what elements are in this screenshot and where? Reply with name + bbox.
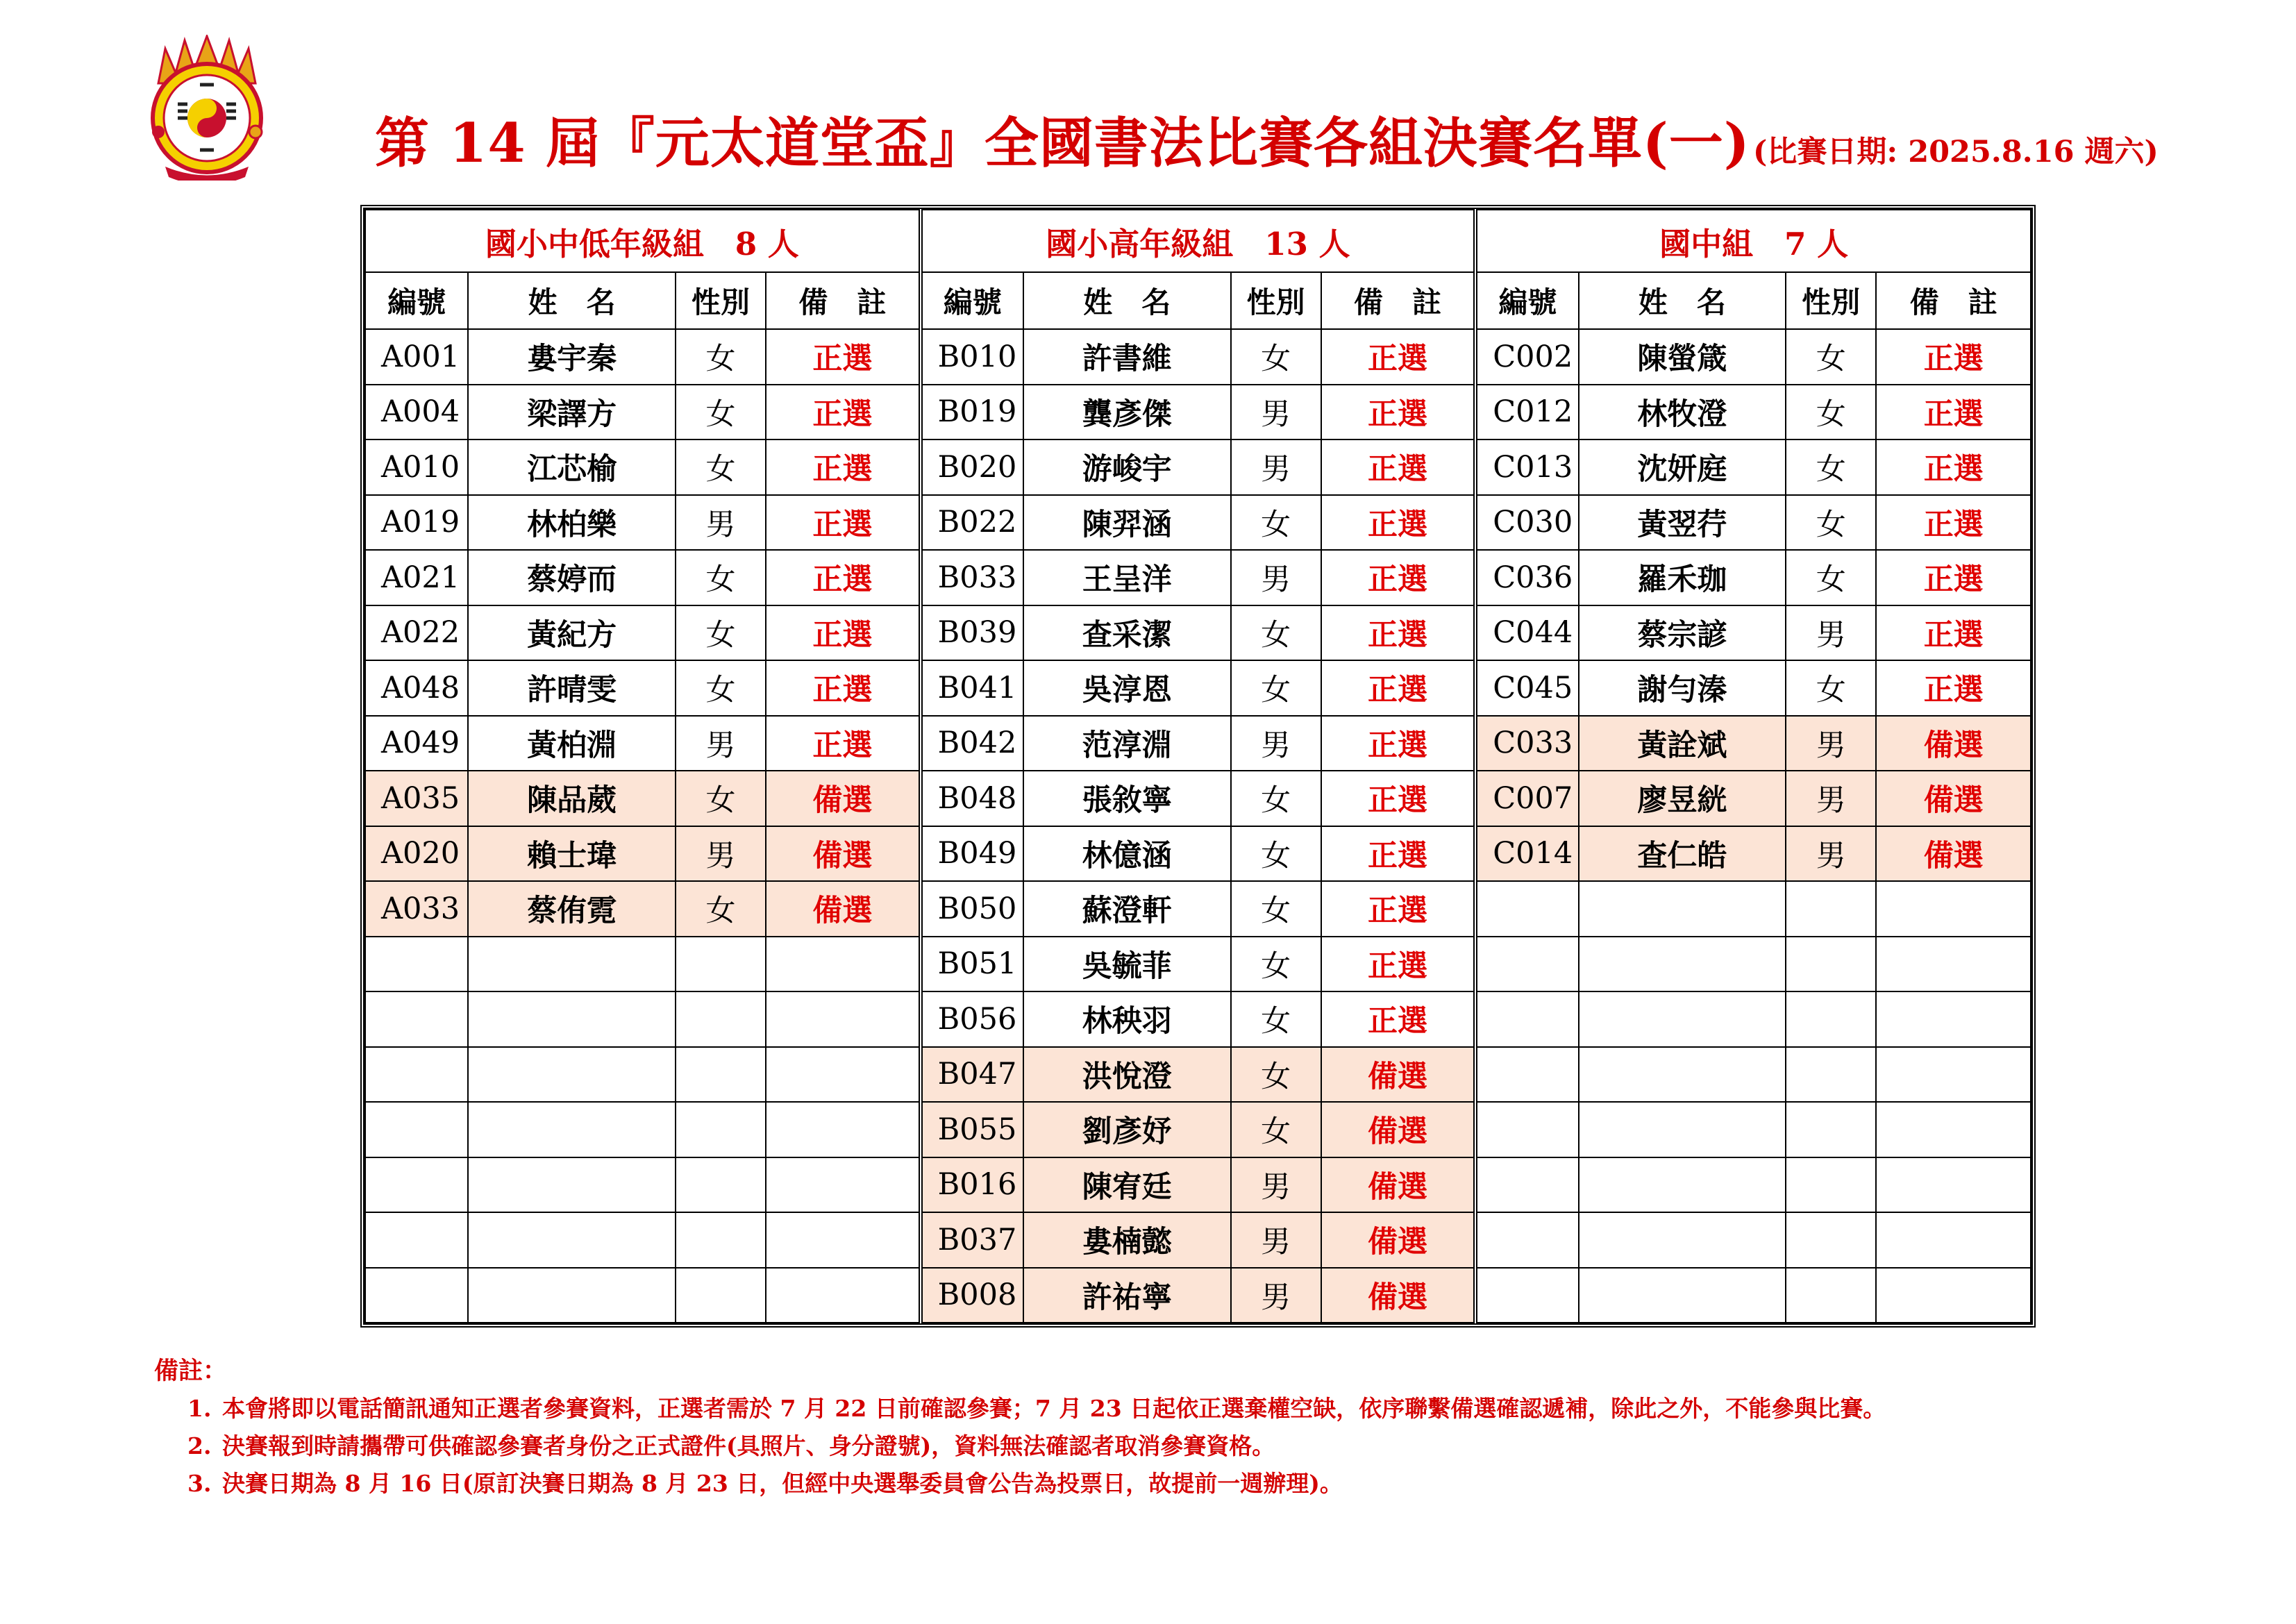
entry-gender: 女	[1231, 826, 1321, 882]
entry-code: C012	[1475, 385, 1578, 440]
note-text: 決賽日期為 8 月 16 日(原訂決賽日期為 8 月 23 日，但經中央選舉委員會公告為投票日，故提前一週辦理)。	[222, 1470, 1343, 1497]
entry-gender: 女	[1231, 991, 1321, 1047]
empty-cell	[1579, 1268, 1786, 1323]
entry-status: 備選	[766, 771, 920, 826]
entry-code: B016	[921, 1157, 1023, 1213]
entry-name: 廖昱絖	[1579, 771, 1786, 826]
entry-name: 蔡宗諺	[1579, 605, 1786, 661]
notes-heading: 備註：	[154, 1357, 228, 1385]
entry-code: A004	[365, 385, 468, 440]
entry-name: 林柏樂	[468, 495, 676, 551]
entry-status: 正選	[1321, 826, 1475, 882]
entry-status: 正選	[1321, 660, 1475, 716]
entry-gender: 男	[1786, 826, 1876, 882]
empty-cell	[1786, 881, 1876, 937]
entry-code: A020	[365, 826, 468, 882]
empty-cell	[1876, 1157, 2031, 1213]
entry-gender: 女	[1231, 1047, 1321, 1103]
entry-status: 正選	[766, 550, 920, 605]
empty-cell	[1876, 1268, 2031, 1323]
empty-cell	[766, 991, 920, 1047]
note-number: 3.	[187, 1470, 212, 1497]
entry-gender: 女	[1786, 440, 1876, 495]
empty-cell	[1579, 1047, 1786, 1103]
note-text: 決賽報到時請攜帶可供確認參賽者身份之正式證件(具照片、身分證號)，資料無法確認者取消參賽資格。	[222, 1432, 1275, 1459]
empty-cell	[468, 991, 676, 1047]
entry-name: 許祐寧	[1023, 1268, 1231, 1323]
entry-code: A021	[365, 550, 468, 605]
empty-cell	[1786, 1157, 1876, 1213]
column-header: 性別	[1231, 272, 1321, 329]
entry-status: 正選	[1321, 991, 1475, 1047]
entry-gender: 男	[1786, 716, 1876, 771]
entry-status: 正選	[1321, 495, 1475, 551]
empty-cell	[1475, 1268, 1578, 1323]
empty-cell	[468, 1047, 676, 1103]
entry-code: B020	[921, 440, 1023, 495]
table-row	[365, 1102, 2031, 1157]
entry-status: 備選	[1876, 716, 2031, 771]
empty-cell	[365, 1268, 468, 1323]
entry-code: B050	[921, 881, 1023, 937]
entry-gender: 女	[1786, 385, 1876, 440]
entry-gender: 女	[676, 440, 766, 495]
entry-name: 查采潔	[1023, 605, 1231, 661]
empty-cell	[1786, 1047, 1876, 1103]
entry-gender: 女	[676, 550, 766, 605]
empty-cell	[1579, 881, 1786, 937]
entry-gender: 男	[1231, 1268, 1321, 1323]
empty-cell	[676, 1157, 766, 1213]
entry-code: A019	[365, 495, 468, 551]
entry-code: C007	[1475, 771, 1578, 826]
entry-code: A010	[365, 440, 468, 495]
entry-name: 張敘寧	[1023, 771, 1231, 826]
table-row	[365, 329, 2031, 385]
empty-cell	[1579, 1157, 1786, 1213]
entry-gender: 男	[1231, 440, 1321, 495]
entry-name: 吳淳恩	[1023, 660, 1231, 716]
entry-code: A048	[365, 660, 468, 716]
entry-code: A022	[365, 605, 468, 661]
entry-code: B049	[921, 826, 1023, 882]
entry-name: 蘇澄軒	[1023, 881, 1231, 937]
entry-gender: 女	[676, 329, 766, 385]
table-row	[365, 550, 2031, 605]
entry-name: 林億涵	[1023, 826, 1231, 882]
empty-cell	[468, 937, 676, 992]
entry-gender: 女	[1786, 495, 1876, 551]
entry-status: 正選	[1876, 605, 2031, 661]
entry-name: 范淳淵	[1023, 716, 1231, 771]
note-number: 1.	[187, 1395, 212, 1422]
group-heading-upper-elementary: 國小高年級組 13 人	[921, 210, 1476, 272]
entry-status: 正選	[766, 385, 920, 440]
note-item	[154, 1465, 2279, 1502]
entry-gender: 女	[1231, 1102, 1321, 1157]
entry-status: 正選	[1321, 881, 1475, 937]
finalist-table	[360, 205, 2036, 1328]
empty-cell	[365, 937, 468, 992]
entry-gender: 女	[1786, 660, 1876, 716]
column-header: 編號	[921, 272, 1023, 329]
empty-cell	[1876, 991, 2031, 1047]
empty-cell	[766, 1212, 920, 1268]
empty-cell	[1579, 1102, 1786, 1157]
entry-gender: 女	[1786, 550, 1876, 605]
empty-cell	[365, 991, 468, 1047]
entry-gender: 女	[1231, 329, 1321, 385]
table-row	[365, 605, 2031, 661]
entry-code: A001	[365, 329, 468, 385]
entry-gender: 女	[1231, 937, 1321, 992]
column-header: 備 註	[1876, 272, 2031, 329]
entry-name: 黃詮斌	[1579, 716, 1786, 771]
entry-gender: 女	[676, 385, 766, 440]
table-row	[365, 1212, 2031, 1268]
empty-cell	[468, 1212, 676, 1268]
entry-gender: 男	[676, 716, 766, 771]
competition-date: (比賽日期: 2025.8.16 週六)	[1753, 135, 2159, 169]
empty-cell	[1786, 937, 1876, 992]
entry-status: 正選	[1321, 385, 1475, 440]
entry-gender: 女	[676, 605, 766, 661]
entry-status: 備選	[1321, 1212, 1475, 1268]
table-row	[365, 716, 2031, 771]
entry-gender: 女	[1231, 771, 1321, 826]
empty-cell	[1876, 1102, 2031, 1157]
empty-cell	[676, 1102, 766, 1157]
entry-status: 正選	[1321, 605, 1475, 661]
entry-name: 賴士瑋	[468, 826, 676, 882]
entry-name: 謝勻溱	[1579, 660, 1786, 716]
entry-name: 王呈洋	[1023, 550, 1231, 605]
table-row	[365, 1268, 2031, 1323]
empty-cell	[365, 1212, 468, 1268]
empty-cell	[1579, 991, 1786, 1047]
empty-cell	[365, 1047, 468, 1103]
entry-name: 吳毓菲	[1023, 937, 1231, 992]
entry-gender: 女	[676, 660, 766, 716]
entry-name: 婁宇秦	[468, 329, 676, 385]
empty-cell	[1475, 991, 1578, 1047]
group-heading-lower-elementary: 國小中低年級組 8 人	[365, 210, 921, 272]
entry-code: B048	[921, 771, 1023, 826]
entry-gender: 男	[1231, 550, 1321, 605]
group-heading-junior-high: 國中組 7 人	[1475, 210, 2031, 272]
column-header: 備 註	[766, 272, 920, 329]
empty-cell	[1475, 881, 1578, 937]
column-header: 姓 名	[1579, 272, 1786, 329]
entry-status: 正選	[1876, 385, 2031, 440]
note-item	[154, 1390, 2279, 1428]
entry-gender: 男	[1786, 771, 1876, 826]
entry-status: 正選	[766, 329, 920, 385]
table-row	[365, 937, 2031, 992]
entry-status: 備選	[1876, 826, 2031, 882]
entry-code: B039	[921, 605, 1023, 661]
entry-gender: 女	[1231, 881, 1321, 937]
entry-code: A033	[365, 881, 468, 937]
entry-status: 正選	[1876, 660, 2031, 716]
empty-cell	[1876, 1047, 2031, 1103]
entry-name: 蔡侑霓	[468, 881, 676, 937]
entry-gender: 男	[1231, 1212, 1321, 1268]
entry-status: 備選	[1321, 1102, 1475, 1157]
empty-cell	[766, 1102, 920, 1157]
empty-cell	[676, 1047, 766, 1103]
empty-cell	[1876, 881, 2031, 937]
entry-status: 正選	[1876, 329, 2031, 385]
entry-name: 龔彥傑	[1023, 385, 1231, 440]
entry-status: 正選	[766, 440, 920, 495]
table-row	[365, 991, 2031, 1047]
empty-cell	[1475, 1102, 1578, 1157]
note-number: 2.	[187, 1432, 212, 1459]
table-row	[365, 495, 2031, 551]
entry-code: B022	[921, 495, 1023, 551]
empty-cell	[676, 1268, 766, 1323]
entry-code: B042	[921, 716, 1023, 771]
entry-code: C033	[1475, 716, 1578, 771]
entry-gender: 女	[676, 771, 766, 826]
entry-code: C045	[1475, 660, 1578, 716]
page-title: 第 14 屆『元太道堂盃』全國書法比賽各組決賽名單(一)	[375, 112, 1750, 175]
column-header: 備 註	[1321, 272, 1475, 329]
empty-cell	[1786, 1212, 1876, 1268]
table-row	[365, 826, 2031, 882]
entry-name: 沈妍庭	[1579, 440, 1786, 495]
table-row	[365, 1047, 2031, 1103]
empty-cell	[1786, 1102, 1876, 1157]
entry-code: B055	[921, 1102, 1023, 1157]
entry-gender: 女	[1786, 329, 1876, 385]
column-header: 編號	[365, 272, 468, 329]
entry-status: 正選	[1876, 550, 2031, 605]
empty-cell	[468, 1102, 676, 1157]
entry-status: 備選	[766, 881, 920, 937]
entry-code: C030	[1475, 495, 1578, 551]
entry-code: B037	[921, 1212, 1023, 1268]
empty-cell	[766, 1157, 920, 1213]
entry-gender: 男	[676, 495, 766, 551]
table-row	[365, 440, 2031, 495]
entry-code: B047	[921, 1047, 1023, 1103]
entry-status: 正選	[1321, 550, 1475, 605]
table-row	[365, 881, 2031, 937]
entry-name: 蔡婷而	[468, 550, 676, 605]
entry-name: 陳螢箴	[1579, 329, 1786, 385]
entry-gender: 女	[1231, 605, 1321, 661]
entry-code: B051	[921, 937, 1023, 992]
entry-status: 正選	[1876, 495, 2031, 551]
entry-gender: 女	[676, 881, 766, 937]
entry-name: 查仁皓	[1579, 826, 1786, 882]
entry-status: 正選	[766, 605, 920, 661]
emblem-icon	[144, 35, 269, 181]
entry-code: B019	[921, 385, 1023, 440]
empty-cell	[1579, 1212, 1786, 1268]
entry-name: 黃紀方	[468, 605, 676, 661]
entry-status: 正選	[1321, 771, 1475, 826]
empty-cell	[1786, 991, 1876, 1047]
entry-status: 備選	[1321, 1047, 1475, 1103]
column-header: 性別	[676, 272, 766, 329]
entry-code: C014	[1475, 826, 1578, 882]
entry-gender: 男	[1231, 385, 1321, 440]
column-header: 姓 名	[468, 272, 676, 329]
empty-cell	[766, 1268, 920, 1323]
table-row	[365, 385, 2031, 440]
entry-code: B041	[921, 660, 1023, 716]
entry-name: 梁譯方	[468, 385, 676, 440]
entry-name: 黃翌荇	[1579, 495, 1786, 551]
entry-name: 羅禾珈	[1579, 550, 1786, 605]
entry-name: 陳宥廷	[1023, 1157, 1231, 1213]
entry-gender: 男	[676, 826, 766, 882]
empty-cell	[468, 1157, 676, 1213]
entry-name: 林牧澄	[1579, 385, 1786, 440]
entry-gender: 女	[1231, 495, 1321, 551]
entry-gender: 男	[1231, 1157, 1321, 1213]
empty-cell	[365, 1157, 468, 1213]
empty-cell	[766, 1047, 920, 1103]
entry-status: 正選	[1321, 716, 1475, 771]
entry-name: 黃柏淵	[468, 716, 676, 771]
empty-cell	[1579, 937, 1786, 992]
entry-gender: 女	[1231, 660, 1321, 716]
entry-status: 正選	[1321, 440, 1475, 495]
column-header: 性別	[1786, 272, 1876, 329]
note-text: 本會將即以電話簡訊通知正選者參賽資料，正選者需於 7 月 22 日前確認參賽；7 月 23 日起依正選棄權空缺，依序聯繫備選確認遞補，除此之外，不能參與比賽。	[222, 1395, 1886, 1422]
empty-cell	[676, 1212, 766, 1268]
column-header: 姓 名	[1023, 272, 1231, 329]
empty-cell	[676, 991, 766, 1047]
entry-name: 游峻宇	[1023, 440, 1231, 495]
empty-cell	[468, 1268, 676, 1323]
entry-status: 正選	[1876, 440, 2031, 495]
entry-status: 備選	[1321, 1268, 1475, 1323]
entry-status: 正選	[766, 660, 920, 716]
empty-cell	[1876, 937, 2031, 992]
entry-status: 正選	[1321, 329, 1475, 385]
table-row	[365, 660, 2031, 716]
entry-code: C002	[1475, 329, 1578, 385]
entry-code: C044	[1475, 605, 1578, 661]
entry-status: 正選	[766, 495, 920, 551]
entry-code: B010	[921, 329, 1023, 385]
entry-name: 林秧羽	[1023, 991, 1231, 1047]
entry-name: 許書維	[1023, 329, 1231, 385]
entry-code: B008	[921, 1268, 1023, 1323]
entry-gender: 男	[1786, 605, 1876, 661]
empty-cell	[365, 1102, 468, 1157]
entry-name: 洪悅澄	[1023, 1047, 1231, 1103]
entry-status: 正選	[1321, 937, 1475, 992]
entry-code: A035	[365, 771, 468, 826]
empty-cell	[1475, 1212, 1578, 1268]
table-row	[365, 1157, 2031, 1213]
entry-name: 劉彥妤	[1023, 1102, 1231, 1157]
entry-code: C036	[1475, 550, 1578, 605]
entry-gender: 男	[1231, 716, 1321, 771]
empty-cell	[1876, 1212, 2031, 1268]
note-item	[154, 1428, 2279, 1465]
entry-code: A049	[365, 716, 468, 771]
entry-code: B056	[921, 991, 1023, 1047]
empty-cell	[1475, 1157, 1578, 1213]
entry-status: 備選	[766, 826, 920, 882]
empty-cell	[1786, 1268, 1876, 1323]
column-header: 編號	[1475, 272, 1578, 329]
entry-status: 備選	[1876, 771, 2031, 826]
empty-cell	[1475, 1047, 1578, 1103]
entry-name: 婁楠懿	[1023, 1212, 1231, 1268]
entry-name: 陳羿涵	[1023, 495, 1231, 551]
notes-section	[154, 1353, 2279, 1502]
entry-name: 陳品葳	[468, 771, 676, 826]
entry-name: 江芯榆	[468, 440, 676, 495]
entry-code: C013	[1475, 440, 1578, 495]
entry-status: 備選	[1321, 1157, 1475, 1213]
empty-cell	[1475, 937, 1578, 992]
entry-code: B033	[921, 550, 1023, 605]
table-row	[365, 771, 2031, 826]
entry-status: 正選	[766, 716, 920, 771]
empty-cell	[766, 937, 920, 992]
entry-name: 許晴雯	[468, 660, 676, 716]
empty-cell	[676, 937, 766, 992]
